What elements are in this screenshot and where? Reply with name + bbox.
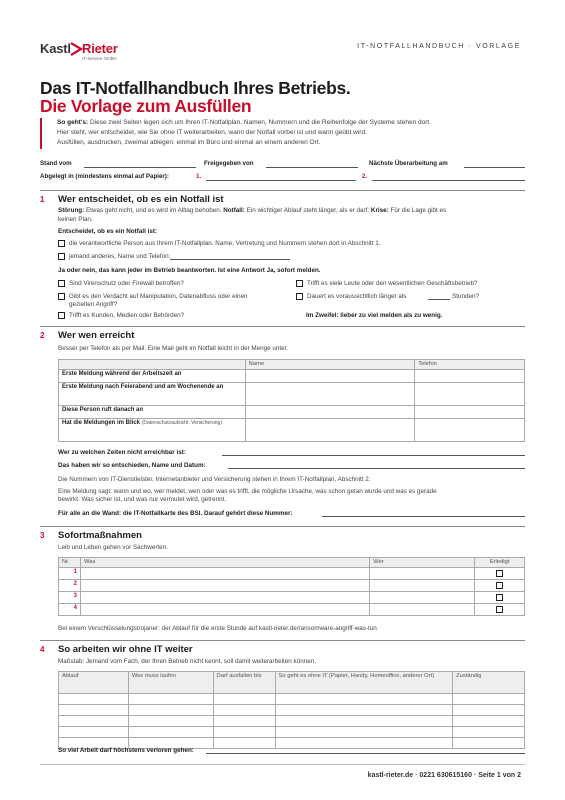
entschieden-label: Das haben wir so entschieden, Name und Datum: — [58, 462, 206, 469]
opt-other-label: jemand anderes, Name und Telefon: — [69, 253, 171, 260]
contacts-row-note: (Datenschutzaufsicht, Versicherung) — [141, 420, 223, 426]
page-subtitle: Die Vorlage zum Ausfüllen — [40, 96, 252, 116]
naechste-label: Nächste Überarbeitung am — [369, 160, 448, 167]
intro-text-1: Diese zwei Seiten legen sich um Ihren IT-Notfallplan. Namen, Nummern und die Reihenfolge der Systeme stehen dort. — [89, 119, 432, 126]
intro-text-3: Ausfüllen, ausdrucken, zweimal ablegen: einmal im Büro und einmal an einem anderen Ort. — [57, 139, 321, 147]
ohne-it-cell[interactable] — [213, 705, 275, 716]
sofort-header-nr: Nr. — [59, 558, 81, 568]
entschieden-field[interactable] — [228, 468, 525, 469]
ohne-it-cell[interactable] — [128, 694, 213, 705]
logo-word-rieter: Rieter — [82, 41, 118, 56]
sofort-header-was: Was — [80, 558, 369, 568]
divider — [40, 326, 525, 327]
sofort-wer-cell[interactable] — [370, 604, 475, 616]
q-viele-checkbox[interactable] — [296, 280, 303, 287]
contacts-tel-cell[interactable] — [415, 383, 525, 406]
ohne-it-cell[interactable] — [128, 716, 213, 727]
section-2-sub: Besser per Telefon als per Mail. Eine Mail geht im Notfall leicht in der Menge unter. — [58, 345, 289, 352]
sofort-was-cell[interactable] — [80, 568, 369, 580]
ja-nein-label: Ja oder nein, das kann jeder im Betrieb beantworten. Ist eine Antwort Ja, sofort melden. — [58, 267, 321, 274]
q-dauer-unit: Stunden? — [452, 293, 479, 300]
sofort-was-cell[interactable] — [80, 592, 369, 604]
section-2-number: 2 — [40, 331, 45, 340]
sofort-wer-cell[interactable] — [370, 580, 475, 592]
sofort-was-cell[interactable] — [80, 604, 369, 616]
contacts-row-label: Diese Person ruft danach an — [59, 406, 246, 419]
header-label: IT-NOTFALLHANDBUCH · VORLAGE — [357, 43, 521, 50]
ohne-it-cell[interactable] — [59, 694, 129, 705]
q-manipulation-label-2: gezielten Angriff? — [69, 301, 118, 308]
contacts-header-empty — [59, 360, 246, 370]
stoerung-line — [58, 206, 446, 215]
sofort-was-cell[interactable] — [80, 580, 369, 592]
freigegeben-field[interactable] — [266, 167, 358, 168]
abgelegt-label: Abgelegt in (mindestens einmal auf Papier): — [40, 173, 169, 180]
sofort-erledigt-cell — [475, 580, 525, 592]
sofort-erledigt-checkbox[interactable] — [496, 606, 503, 613]
contacts-header-name: Name — [245, 360, 415, 370]
contacts-table — [58, 359, 525, 442]
sofort-table — [58, 557, 525, 616]
ohne-it-header-ablauf: Ablauf — [59, 672, 129, 694]
divider — [40, 190, 525, 191]
footer-text: kastl-rieter.de · 0221 630615160 · Seite 1 von 2 — [367, 772, 521, 779]
zeit-label: Wer zu welchen Zeiten nicht erreichbar ist: — [58, 449, 186, 456]
ohne-it-cell[interactable] — [59, 705, 129, 716]
meldung-text-2: bewirkt. Was sicher ist, und was nur vermutet wird, getrennt. — [58, 496, 227, 503]
krise-text: Für die Lage gibt es — [390, 207, 447, 214]
abgelegt-field-1[interactable] — [206, 180, 356, 181]
q-dauer-label: Dauert es voraussichtlich länger als — [307, 293, 407, 300]
sofort-header-erledigt: Erledigt — [475, 558, 525, 568]
abgelegt-field-2[interactable] — [372, 180, 525, 181]
logo-subtitle: IT-Service GmbH — [82, 56, 117, 61]
contacts-name-cell[interactable] — [245, 406, 415, 419]
contacts-name-cell[interactable] — [245, 383, 415, 406]
section-3-sub: Leib und Leben gehen vor Sachwerten. — [58, 544, 168, 551]
section-1-number: 1 — [40, 195, 45, 204]
verlust-field[interactable] — [206, 753, 525, 754]
sofort-row-nr: 3 — [59, 592, 81, 604]
section-4-sub: Maßstab: Jemand vom Fach, der Ihren Betrieb nicht kennt, soll damit weiterarbeiten können. — [58, 658, 316, 665]
contacts-row-label: Erste Meldung nach Feierabend und am Wochenende an — [59, 383, 246, 406]
ohne-it-cell[interactable] — [213, 727, 275, 738]
ohne-it-cell[interactable] — [275, 694, 453, 705]
abgelegt-slot-1-label: 1. — [196, 173, 202, 180]
ohne-it-cell[interactable] — [453, 738, 525, 749]
q-viele-label: Trifft es viele Leute oder den wesentlichen Geschäftsbetrieb? — [307, 280, 478, 287]
q-dauer-checkbox[interactable] — [296, 293, 303, 300]
sofort-erledigt-cell — [475, 568, 525, 580]
logo-word-kastl: Kastl — [40, 41, 71, 56]
opt-responsible-checkbox[interactable] — [58, 240, 65, 247]
contacts-row-label: Hat die Meldungen im Blick — [62, 420, 141, 426]
contacts-tel-cell[interactable] — [415, 419, 525, 442]
section-2-title: Wer wen erreicht — [58, 330, 135, 341]
wand-field[interactable] — [322, 516, 525, 517]
notfall-label: Notfall: — [223, 207, 245, 214]
section-4-title: So arbeiten wir ohne IT weiter — [58, 644, 193, 655]
sofort-erledigt-checkbox[interactable] — [496, 594, 503, 601]
contacts-tel-cell[interactable] — [415, 406, 525, 419]
section-3-title: Sofortmaßnahmen — [58, 530, 142, 541]
ohne-it-cell[interactable] — [275, 738, 453, 749]
ohne-it-cell[interactable] — [128, 727, 213, 738]
q-manipulation-label-1: Gibt es den Verdacht auf Manipulation, Datenabfluss oder einen — [69, 293, 248, 300]
ohne-it-cell[interactable] — [128, 705, 213, 716]
intro-text-2: Hier steht, wer entscheidet, wie Sie ohne IT weiterarbeiten, wann der Notfall vorbei ist und wann geübt wird. — [57, 129, 367, 137]
ohne-it-cell[interactable] — [275, 727, 453, 738]
stand-label: Stand vom — [40, 160, 72, 167]
ohne-it-header-ohne: So geht es ohne IT (Papier, Handy, Homeoffice, anderer Ort) — [275, 672, 453, 694]
naechste-field[interactable] — [464, 167, 525, 168]
q-manipulation-checkbox[interactable] — [58, 293, 65, 300]
stoerung-label: Störung: — [58, 207, 85, 214]
sofort-erledigt-cell — [475, 592, 525, 604]
sofort-erledigt-cell — [475, 604, 525, 616]
sofort-row-nr: 4 — [59, 604, 81, 616]
section-4-number: 4 — [40, 645, 45, 654]
sofort-wer-cell[interactable] — [370, 592, 475, 604]
ohne-it-header-laufen: Was muss laufen — [128, 672, 213, 694]
verlust-label: So viel Arbeit darf höchstens verloren gehen: — [58, 747, 194, 754]
ohne-it-table — [58, 671, 525, 749]
ohne-it-header-zustaendig: Zuständig — [453, 672, 525, 694]
q-dauer-field[interactable] — [428, 299, 450, 300]
ohne-it-cell[interactable] — [275, 705, 453, 716]
q-virus-label: Sind Virenschutz oder Firewall betroffen? — [69, 280, 184, 287]
ohne-it-cell[interactable] — [453, 705, 525, 716]
contacts-name-cell[interactable] — [245, 419, 415, 442]
nummern-text: Die Nummern von IT-Dienstleister, Internetanbieter und Versicherung stehen in Ihrem IT-Notfallplan, Abschnitt 2. — [58, 476, 371, 483]
wand-label: Für alle an die Wand: die IT-Notfallkarte des BSI. Darauf gehört diese Nummer: — [58, 510, 293, 517]
abgelegt-slot-2-label: 2. — [362, 173, 368, 180]
contacts-tel-cell[interactable] — [415, 370, 525, 383]
ohne-it-cell[interactable] — [275, 716, 453, 727]
ohne-it-cell[interactable] — [213, 694, 275, 705]
divider — [40, 526, 525, 527]
ohne-it-cell[interactable] — [453, 727, 525, 738]
krise-label: Krise: — [370, 207, 389, 214]
divider — [40, 640, 525, 641]
sofort-header-wer: Wer — [370, 558, 475, 568]
stoerung-text: Etwas geht nicht, und es wird im Alltag behoben. — [85, 207, 222, 214]
entscheidet-label: Entscheidet, ob es ein Notfall ist: — [58, 228, 158, 235]
intro-box — [40, 118, 525, 149]
opt-responsible-label: die verantwortliche Person aus Ihrem IT-Notfallplan. Name, Vertretung und Nummern stehen dort in Abschnitt 1. — [69, 240, 381, 247]
meldung-text-1: Eine Meldung sagt: wann und wo, wer meldet, wen oder was es trifft, die mögliche Ursache, was schon getan wurde und was es gerade — [58, 488, 437, 495]
contacts-row-label: Erste Meldung während der Arbeitszeit an — [59, 370, 246, 383]
krise-text-2: keinen Plan. — [58, 216, 93, 223]
zeit-field[interactable] — [222, 455, 525, 456]
zweifel-note: Im Zweifel: lieber zu viel melden als zu wenig. — [306, 312, 443, 319]
opt-other-field[interactable] — [170, 259, 290, 260]
contacts-row-cell — [59, 419, 246, 442]
company-logo — [40, 41, 120, 69]
notfall-text: Ein wichtiger Ablauf steht länger, als er darf. — [246, 207, 370, 214]
contacts-header-tel: Telefon — [415, 360, 525, 370]
ohne-it-header-ausfallen: Darf ausfallen bis — [213, 672, 275, 694]
ohne-it-cell[interactable] — [213, 716, 275, 727]
footer-rule — [40, 764, 525, 765]
ohne-it-cell[interactable] — [453, 716, 525, 727]
contacts-name-cell[interactable] — [245, 370, 415, 383]
freigegeben-label: Freigegeben von — [204, 160, 254, 167]
stand-field[interactable] — [84, 167, 196, 168]
ohne-it-cell[interactable] — [453, 694, 525, 705]
ohne-it-cell[interactable] — [59, 716, 129, 727]
opt-other-checkbox[interactable] — [58, 253, 65, 260]
sofort-footnote: Bei einem Verschlüsselungstrojaner: der Ablauf für die erste Stunde auf kastl-rieter.de/ransomware-angriff-was-tun — [58, 625, 377, 632]
sofort-row-nr: 1 — [59, 568, 81, 580]
sofort-erledigt-checkbox[interactable] — [496, 570, 503, 577]
sofort-erledigt-checkbox[interactable] — [496, 582, 503, 589]
page-title: Das IT-Notfallhandbuch Ihres Betriebs. — [40, 78, 351, 98]
ohne-it-cell[interactable] — [213, 738, 275, 749]
q-kunden-checkbox[interactable] — [58, 312, 65, 319]
sofort-wer-cell[interactable] — [370, 568, 475, 580]
section-3-number: 3 — [40, 531, 45, 540]
section-1-title: Wer entscheidet, ob es ein Notfall ist — [58, 194, 224, 205]
q-kunden-label: Trifft es Kunden, Medien oder Behörden? — [69, 312, 185, 319]
sofort-row-nr: 2 — [59, 580, 81, 592]
intro-lead: So geht's: — [57, 119, 89, 126]
q-virus-checkbox[interactable] — [58, 280, 65, 287]
ohne-it-cell[interactable] — [59, 727, 129, 738]
